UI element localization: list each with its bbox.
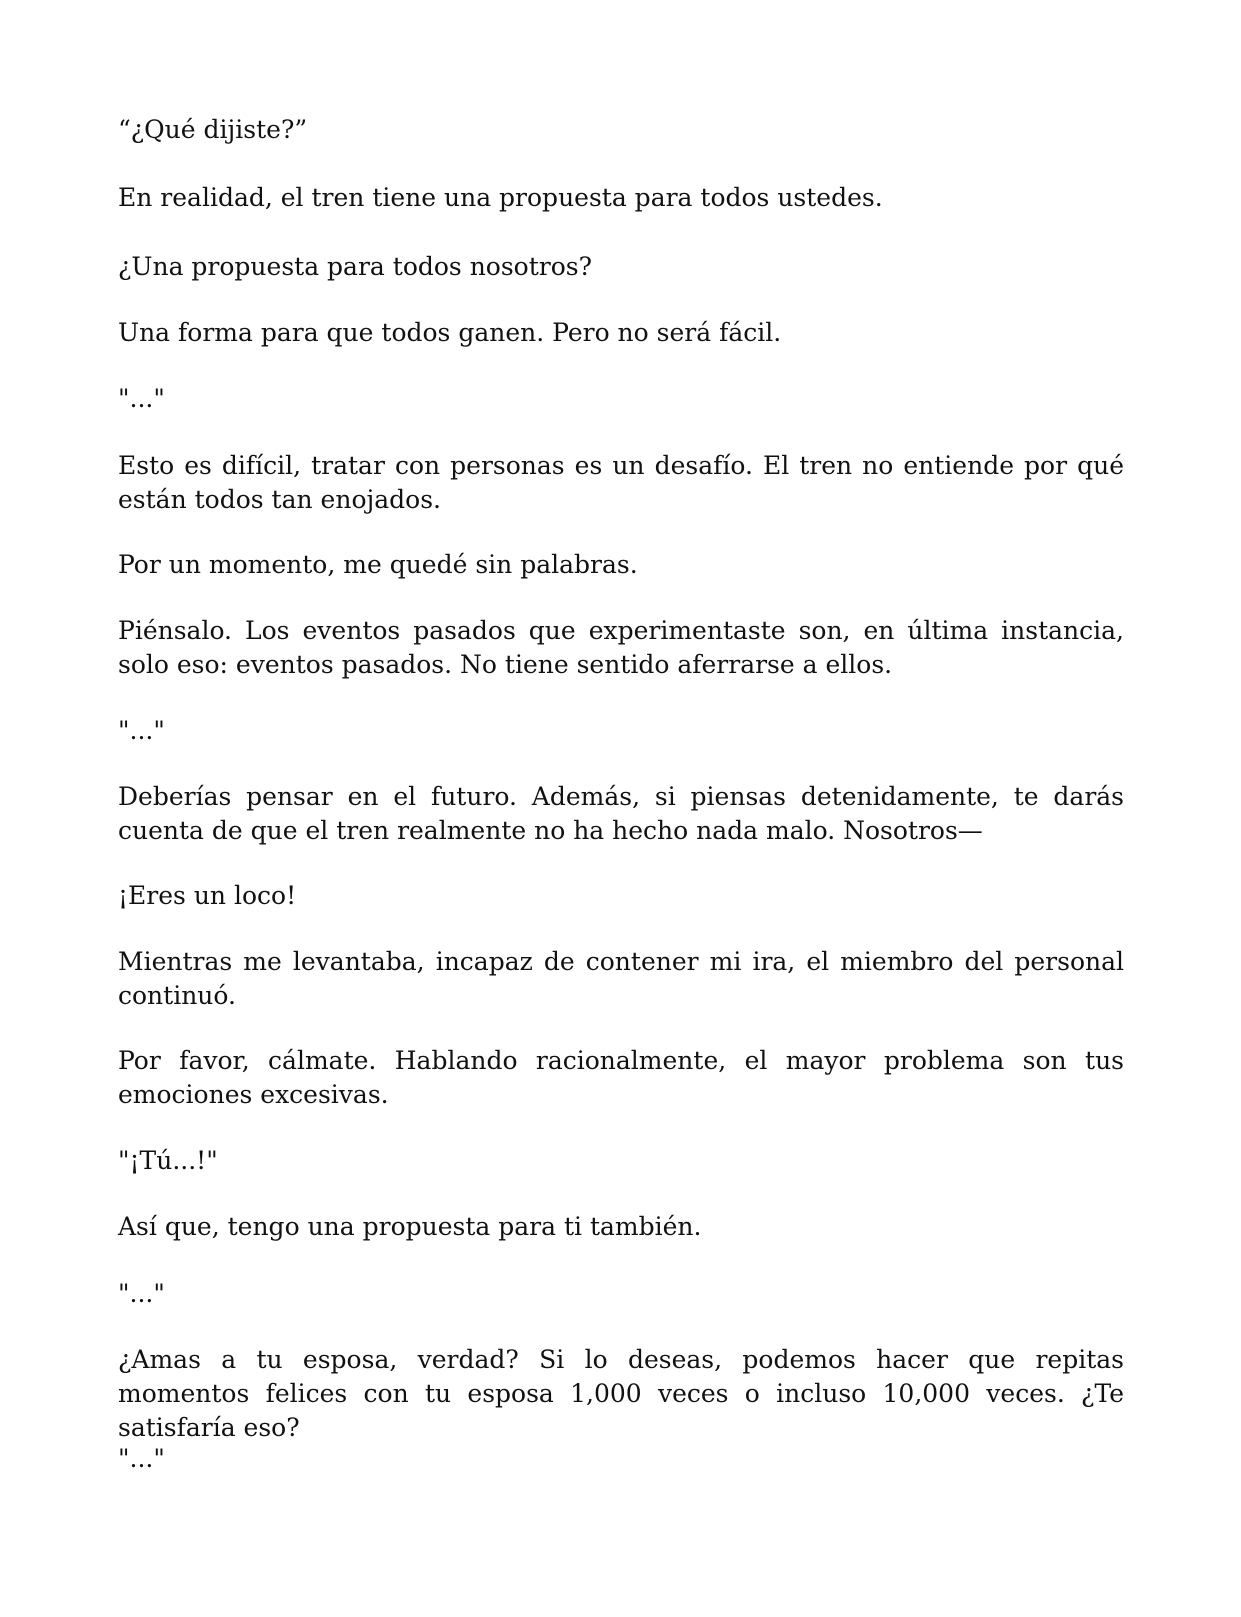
paragraph: ¿Una propuesta para todos nosotros? xyxy=(118,252,593,281)
paragraph: Esto es difícil, tratar con personas es un desafío. El tren no entiende por qué están todos tan enojados. xyxy=(118,451,1124,514)
paragraph: Mientras me levantaba, incapaz de contener mi ira, el miembro del personal continuó. xyxy=(118,947,1124,1010)
paragraph: Por favor, cálmate. Hablando racionalmente, el mayor problema son tus emociones excesivas. xyxy=(118,1046,1124,1109)
paragraph: ¡Eres un loco! xyxy=(118,881,297,910)
paragraph: En realidad, el tren tiene una propuesta para todos ustedes. xyxy=(118,183,883,212)
paragraph: Una forma para que todos ganen. Pero no será fácil. xyxy=(118,318,782,347)
paragraph: "..." xyxy=(118,716,165,745)
paragraph: Piénsalo. Los eventos pasados que experimentaste son, en última instancia, solo eso: eventos pasados. No tiene sentido aferrarse a ellos. xyxy=(118,616,1124,679)
paragraph: Por un momento, me quedé sin palabras. xyxy=(118,550,638,579)
paragraph: ¿Amas a tu esposa, verdad? Si lo deseas, podemos hacer que repitas momentos felices con tu esposa 1,000 veces o incluso 10,000 veces. ¿Te satisfaría eso? xyxy=(118,1345,1124,1442)
paragraph: "..." xyxy=(118,1279,165,1308)
paragraph: "..." xyxy=(118,384,165,413)
paragraph: “¿Qué dijiste?” xyxy=(118,115,308,144)
paragraph: Así que, tengo una propuesta para ti también. xyxy=(118,1212,702,1241)
paragraph: "¡Tú...!" xyxy=(118,1146,218,1175)
paragraph: Deberías pensar en el futuro. Además, si piensas detenidamente, te darás cuenta de que el tren realmente no ha hecho nada malo. Nosotros— xyxy=(118,782,1124,845)
paragraph: "..." xyxy=(118,1444,165,1473)
